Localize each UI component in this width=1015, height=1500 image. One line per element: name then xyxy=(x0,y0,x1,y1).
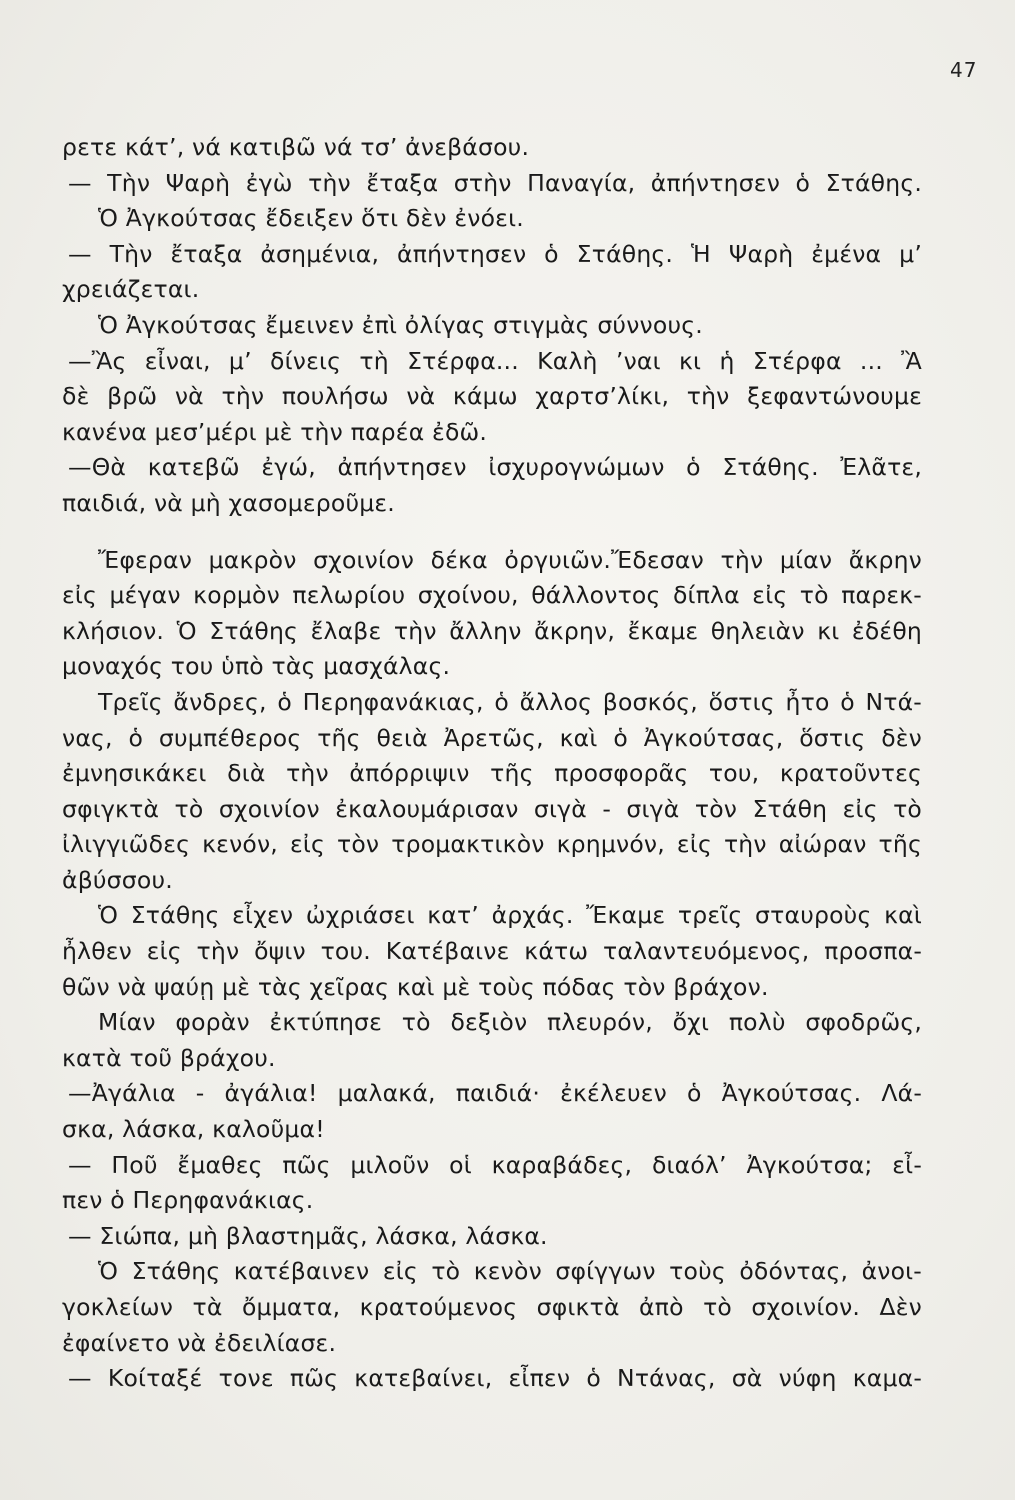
text-line: ἰλιγγιῶδες κενόν, εἰς τὸν τρομακτικὸν κρημνόν, εἰς τὴν αἰώραν τῆς xyxy=(62,830,922,859)
text-line: σκα, λάσκα, καλοῦμα! xyxy=(62,1115,325,1144)
page-number: 47 xyxy=(950,58,978,82)
text-line: — Τὴν ἔταξα ἀσημένια, ἀπήντησεν ὁ Στάθης. Ἡ Ψαρὴ ἐμένα μ’ xyxy=(68,239,922,268)
text-line: ἐμνησικάκει διὰ τὴν ἀπόρριψιν τῆς προσφορᾶς του, κρατοῦντες xyxy=(62,759,922,788)
text-line: Τρεῖς ἄνδρες, ὁ Περηφανάκιας, ὁ ἄλλος βοσκός, ὅστις ἦτο ὁ Ντά- xyxy=(98,687,922,716)
text-line: Ὁ Στάθης κατέβαινεν εἰς τὸ κενὸν σφίγγων τοὺς ὀδόντας, ἀνοι- xyxy=(98,1257,922,1286)
text-line: μοναχός του ὑπὸ τὰς μασχάλας. xyxy=(62,652,451,681)
paragraph-gap xyxy=(62,522,922,543)
text-line: γοκλείων τὰ ὄμματα, κρατούμενος σφικτὰ ἀπὸ τὸ σχοινίον. Δὲν xyxy=(62,1293,922,1321)
text-line: Ἔφεραν μακρὸν σχοινίον δέκα ὀργυιῶν.Ἔδεσαν τὴν μίαν ἄκρην xyxy=(98,545,922,574)
text-line: — Σιώπα, μὴ βλαστημᾶς, λάσκα, λάσκα. xyxy=(68,1221,548,1250)
text-line: —Ἂς εἶναι, μ’ δίνεις τὴ Στέρφα... Καλὴ ’ναι κι ἡ Στέρφα ... Ἂ xyxy=(68,346,922,375)
text-line: εἰς μέγαν κορμὸν πελωρίου σχοίνου, θάλλοντος δίπλα εἰς τὸ παρεκ- xyxy=(62,581,922,610)
page-text xyxy=(62,130,922,1397)
text-line: — Κοίταξέ τονε πῶς κατεβαίνει, εἶπεν ὁ Ντάνας, σὰ νύφη καμα- xyxy=(68,1364,922,1393)
text-line: κλήσιον. Ὁ Στάθης ἔλαβε τὴν ἄλλην ἄκρην, ἔκαμε θηλειὰν κι ἐδέθη xyxy=(62,616,922,645)
text-line: κανένα μεσ’μέρι μὲ τὴν παρέα ἐδῶ. xyxy=(62,417,488,446)
text-line: Ὁ Ἀγκούτσας ἔδειξεν ὅτι δὲν ἐνόει. xyxy=(98,204,524,233)
text-line: παιδιά, νὰ μὴ χασομεροῦμε. xyxy=(62,488,395,517)
text-line: — Ποῦ ἔμαθες πῶς μιλοῦν οἱ καραβάδες, διαόλ’ Ἀγκούτσα; εἶ- xyxy=(68,1150,922,1179)
text-line: θῶν νὰ ψαύῃ μὲ τὰς χεῖρας καὶ μὲ τοὺς πόδας τὸν βράχον. xyxy=(62,972,769,1001)
text-line: σφιγκτὰ τὸ σχοινίον ἐκαλουμάρισαν σιγὰ - σιγὰ τὸν Στάθη εἰς τὸ xyxy=(62,794,922,823)
text-line: Ὁ Ἀγκούτσας ἔμεινεν ἐπὶ ὀλίγας στιγμὰς σύννους. xyxy=(98,310,703,339)
text-line: ἐφαίνετο νὰ ἐδειλίασε. xyxy=(62,1328,337,1357)
text-line: νας, ὁ συμπέθερος τῆς θειὰ Ἀρετῶς, καὶ ὁ Ἀγκούτσας, ὅστις δὲν xyxy=(62,723,922,752)
text-line: Μίαν φορὰν ἐκτύπησε τὸ δεξιὸν πλευρόν, ὄχι πολὺ σφοδρῶς, xyxy=(98,1008,922,1037)
text-line: —Ἀγάλια - ἀγάλια! μαλακά, παιδιά· ἐκέλευεν ὁ Ἀγκούτσας. Λά- xyxy=(68,1079,922,1108)
text-line: Ὁ Στάθης εἶχεν ὠχριάσει κατ’ ἀρχάς. Ἔκαμε τρεῖς σταυροὺς καὶ xyxy=(98,901,922,930)
text-line: δὲ βρῶ νὰ τὴν πουλήσω νὰ κάμω χαρτσ’λίκι, τὴν ξεφαντώνουμε xyxy=(62,382,922,411)
text-line: κατὰ τοῦ βράχου. xyxy=(62,1043,276,1072)
text-line: ἀβύσσου. xyxy=(62,865,173,894)
text-line: ρετε κάτ’, νά κατιβῶ νά τσ’ ἀνεβάσου. xyxy=(62,133,530,161)
text-line: — Τὴν Ψαρὴ ἐγὼ τὴν ἔταξα στὴν Παναγία, ἀπήντησεν ὁ Στάθης. xyxy=(68,168,922,197)
text-line: —Θὰ κατεβῶ ἐγώ, ἀπήντησεν ἰσχυρογνώμων ὁ Στάθης. Ἐλᾶτε, xyxy=(68,453,922,482)
text-line: χρειάζεται. xyxy=(62,275,200,304)
text-line: ἦλθεν εἰς τὴν ὄψιν του. Κατέβαινε κάτω ταλαντευόμενος, προσπα- xyxy=(62,937,922,966)
text-line: πεν ὁ Περηφανάκιας. xyxy=(62,1186,314,1215)
